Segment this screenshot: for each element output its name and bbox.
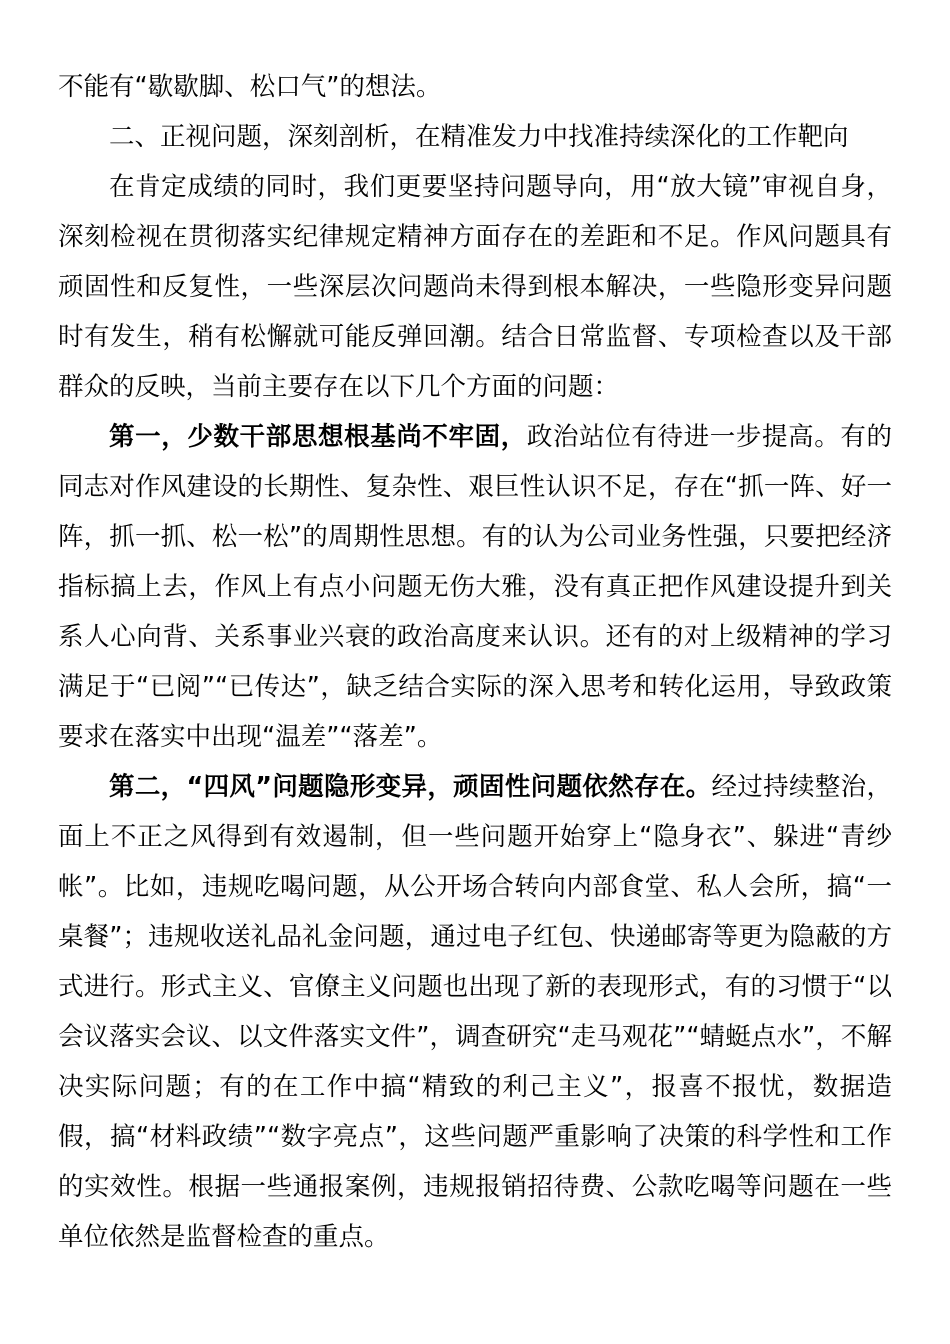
paragraph-point-2: [58, 762, 892, 1262]
paragraph-point-1: [58, 412, 892, 762]
paragraph-continuation: 不能有“歇歇脚、松口气”的想法。: [58, 72, 442, 102]
paragraph-intro: 在肯定成绩的同时，我们更要坚持问题导向，用“放大镜”审视自身，深刻检视在贯彻落实纪律规定精神方面存在的差距和不足。作风问题具有顽固性和反复性，一些深层次问题尚未得到根本解决，一些隐形变异问题时有发生，稍有松懈就可能反弹回潮。结合日常监督、专项检查以及干部群众的反映，当前主要存在以下几个方面的问题：: [58, 172, 892, 402]
point-1-lead: 第一，少数干部思想根基尚不牢固，: [109, 422, 527, 452]
point-2-body: 经过持续整治，面上不正之风得到有效遏制，但一些问题开始穿上“隐身衣”、躲进“青纱帐”。比如，违规吃喝问题，从公开场合转向内部食堂、私人会所，搞“一桌餐”；违规收送礼品礼金问题，通过电子红包、快递邮寄等更为隐蔽的方式进行。形式主义、官僚主义问题也出现了新的表现形式，有的习惯于“以会议落实会议、以文件落实文件”，调查研究“走马观花”“蜻蜓点水”，不解决实际问题；有的在工作中搞“精致的利己主义”，报喜不报忧，数据造假，搞“材料政绩”“数字亮点”，这些问题严重影响了决策的科学性和工作的实效性。根据一些通报案例，违规报销招待费、公款吃喝等问题在一些单位依然是监督检查的重点。: [58, 772, 892, 1252]
point-2-lead: 第二，“四风”问题隐形变异，顽固性问题依然存在。: [109, 772, 712, 802]
point-1-body: 政治站位有待进一步提高。有的同志对作风建设的长期性、复杂性、艰巨性认识不足，存在“抓一阵、好一阵，抓一抓、松一松”的周期性思想。有的认为公司业务性强，只要把经济指标搞上去，作风上有点小问题无伤大雅，没有真正把作风建设提升到关系人心向背、关系事业兴衰的政治高度来认识。还有的对上级精神的学习满足于“已阅”“已传达”，缺乏结合实际的深入思考和转化运用，导致政策要求在落实中出现“温差”“落差”。: [58, 422, 892, 752]
document-body: [58, 62, 892, 1262]
section-heading-2: 二、正视问题，深刻剖析，在精准发力中找准持续深化的工作靶向: [109, 122, 849, 152]
